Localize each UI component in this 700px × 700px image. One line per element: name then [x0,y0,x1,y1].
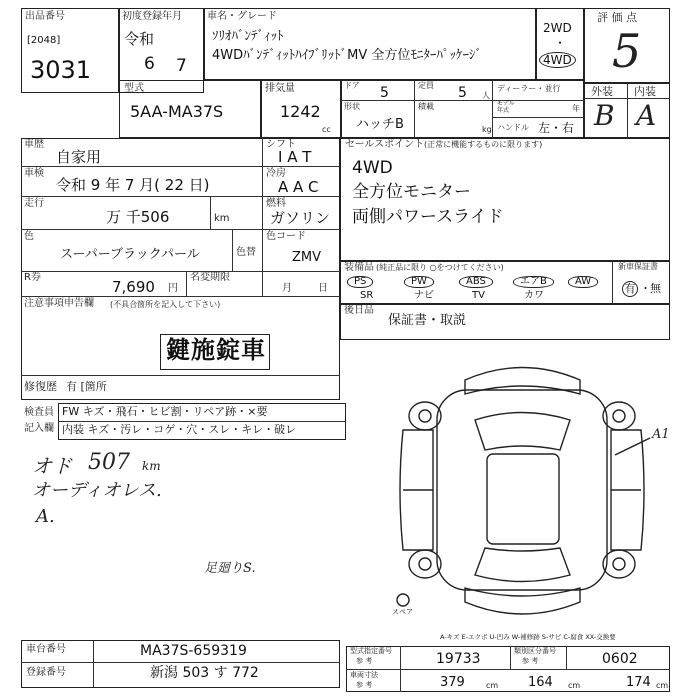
damage-legend: A-キズ E-エクボ U-凹み W-補修跡 S-サビ C-腐食 XX-交換要 [440,633,616,641]
mileage-value: 万 千506 [106,208,170,226]
class-sub: 参 考 [522,657,539,665]
notes-label: 注意事項申告欄 [24,298,94,309]
height-unit: cm [656,681,669,690]
width-value: 164 [528,675,553,690]
recycle-unit: 円 [168,283,178,294]
aftermarket-value: 保証書・取説 [388,313,467,328]
doors-value: 5 [380,85,389,101]
color-code-value: ZMV [292,250,322,265]
color-label: 色 [24,231,34,242]
car-body-outline [437,390,607,590]
doors-label: ドア [344,81,360,90]
hand-odo-label: オド [32,454,72,478]
spec-label: 型式指定番号 [350,647,392,655]
color-code-label: 色コード [266,231,306,242]
dealer-label: ディーラー・並行 [497,84,561,93]
name-change-month: 月 [282,283,292,294]
plate-value: 新潟 503 す 772 [150,665,259,681]
drive-2wd: 2WD [543,21,572,35]
model-year-label1: モデル [497,100,515,107]
width-unit: cm [568,681,581,690]
warranty-sep: ・ [640,282,651,295]
hand-a1-mark: A1 [652,427,670,442]
reg-month: 7 [176,56,187,76]
equip-code-2: ABS [459,276,493,288]
inspection-value: 令和 9 年 7 月( 22 日) [56,176,210,194]
model-line1: ｿﾘｵﾊﾞﾝﾃﾞｨｯﾄ [212,29,284,44]
rear-left-wheel [409,550,441,578]
selling-point-3: 両側パワースライド [352,207,504,227]
drive-4wd-circled: 4WD [539,52,576,68]
hand-suspension-note: 足廻りS. [204,561,256,576]
hand-grade-a: A. [36,506,55,527]
repair-value: 有 [箇所 [66,380,107,393]
model-line2: 4WDﾊﾞﾝﾃﾞｨｯﾄﾊｲﾌﾞﾘｯﾄﾞMV 全方位ﾓﾆﾀｰﾊﾟｯｹｰｼﾞ [212,48,482,63]
repair-label: 修復歴 [24,380,57,393]
front-left-hub [419,410,431,422]
shape-value: ハッチB [356,117,404,132]
inspector-row-2: 内装 キズ・汚レ・コゲ・穴・スレ・キレ・破レ [62,423,297,436]
spec-value: 19733 [436,651,481,667]
model-label: 車名・グレード [207,11,277,22]
warranty-no: 無 [650,282,661,295]
windshield [475,413,570,451]
cc-unit: cc [322,125,331,134]
name-change-day: 日 [318,283,328,294]
color-value: スーパーブラックパール [60,247,200,262]
shape-label: 形状 [344,102,360,111]
selling-point-2: 全方位モニター [352,182,471,202]
exterior-grade: B [594,99,615,132]
exterior-label: 外装 [591,85,613,98]
handle-label: ハンドル [497,123,529,132]
equipment-sub: (純正品に限り ○をつけてください) [376,263,504,272]
displacement-label: 排気量 [265,83,295,94]
inspector-row-1: FW キズ・飛石・ヒビ割・リペア跡・×要 [62,405,268,418]
inspector-label-1: 検査員 [24,407,54,418]
spec-label-sub: 参 考 [356,657,373,665]
load-label: 積載 [418,102,434,111]
equip-code-1: PW [404,276,434,288]
interior-grade: A [636,99,657,132]
equip-name-1: ナビ [414,290,434,301]
spare-label: スペア [392,608,413,616]
hand-audioless: オーディオレス. [32,480,162,501]
class-label: 類別区分番号 [514,647,556,655]
drive-sep: ・ [554,36,567,50]
rear-right-wheel [603,550,635,578]
key-stamp: 鍵施錠車 [166,336,266,364]
capacity-unit: 人 [482,91,490,100]
recycle-value: 7,690 [112,278,155,296]
reg-era: 令和 [124,30,155,48]
hand-odo-value: 507 [88,450,130,475]
front-right-wheel [603,402,635,430]
color-change-label: 色替 [236,247,256,258]
rear-left-hub [419,558,431,570]
kg-unit: kg [482,125,492,134]
fuel-label: 燃料 [266,198,286,209]
length-label-sub: 参 考 [356,681,373,689]
inspection-label: 車検 [24,168,44,179]
inspector-label-2: 記入欄 [24,423,54,434]
lot-tag: [2048] [27,35,61,46]
usage-value: 自家用 [56,148,102,166]
rear-bumper [465,588,580,614]
capacity-value: 5 [458,85,467,101]
lot-number: 3031 [30,56,92,84]
a1-leader-line [615,438,650,455]
interior-label: 内装 [634,85,656,98]
fuel-value: ガソリン [270,209,331,227]
chassis-label: 車台番号 [26,644,66,655]
lot-label: 出品番号 [25,11,65,22]
hand-odo-unit: km [142,459,161,473]
shift-label: シフト [266,139,296,150]
selling-point-1: 4WD [352,158,393,178]
usage-label: 車歴 [24,139,44,150]
displacement-value: 1242 [280,102,321,121]
front-left-wheel [409,402,441,430]
mileage-label: 走行 [24,198,44,209]
mileage-unit: km [214,213,230,224]
type-value: 5AA-MA37S [130,102,224,121]
name-change-label: 名変期限 [190,272,230,283]
notes-sub: (不具合箇所を記入して下さい) [110,300,221,309]
spare-tire-icon [397,594,409,606]
equip-name-3: カワ [524,290,544,301]
ac-label: 冷房 [266,168,286,179]
year-unit: 年 [572,104,580,113]
warranty-yes: 有 [622,281,638,297]
shift-value: I A T [278,148,312,166]
capacity-label: 定員 [418,81,434,90]
equipment-label: 装備品 [344,262,374,273]
roof [487,454,559,544]
class-value: 0602 [602,651,638,667]
height-value: 174 [626,675,651,690]
reg-year: 6 [144,54,155,74]
reg-label: 初度登録年月 [122,11,182,22]
new-car-label: 新車保証書 [618,262,658,271]
score-label: 評 価 点 [597,11,637,24]
ac-value: A A C [278,178,319,196]
equip-name-0: SR [360,290,374,301]
chassis-value: MA37S-659319 [140,643,247,659]
handle-value: 左・右 [538,121,575,135]
equip-code-0: PS [347,276,373,288]
rear-window [475,548,570,582]
plate-label: 登録番号 [26,667,66,678]
equip-name-2: TV [472,290,485,301]
equip-code-3: エアB [513,276,554,288]
selling-points-sub: (正常に機能するものに限ります) [424,140,543,149]
selling-points-label: セールスポイント [345,139,425,150]
rear-right-hub [613,558,625,570]
score-value: 5 [612,24,642,78]
type-label: 型式 [124,83,144,94]
car-diagram [395,350,685,630]
front-right-hub [613,410,625,422]
model-year-label2: 年式 [497,107,510,114]
recycle-label: R券 [24,272,41,283]
length-value: 379 [440,675,465,690]
length-label: 車両寸法 [350,671,378,679]
length-unit: cm [486,681,499,690]
equip-code-4: AW [568,276,598,288]
aftermarket-label: 後日品 [344,305,374,316]
